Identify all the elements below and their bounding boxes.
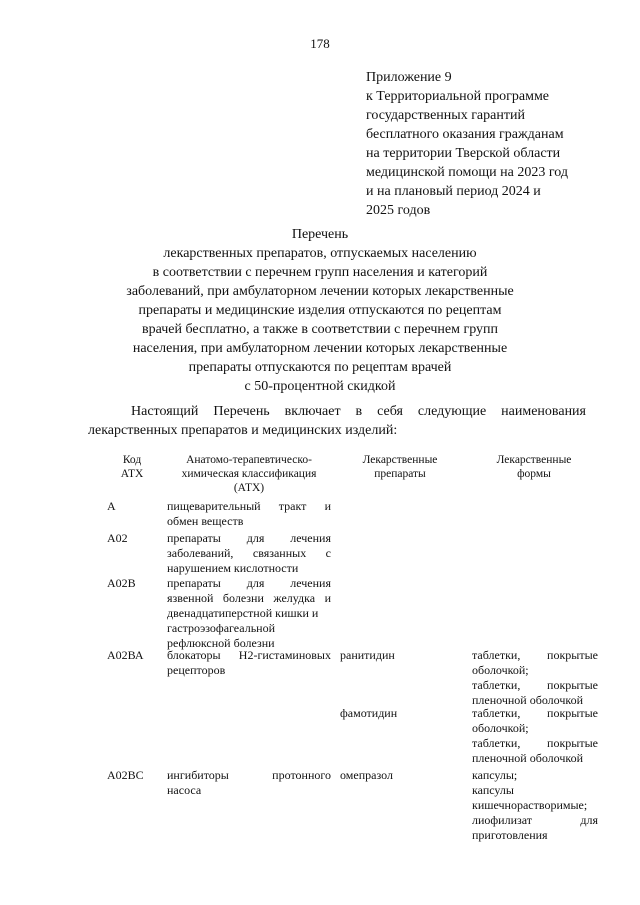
title-line: населения, при амбулаторном лечении которых лекарственные [132, 341, 508, 356]
appendix-line: 2025 годов [366, 203, 431, 218]
atc-line: двенадцатиперстной кишки и [167, 606, 319, 620]
drug-name: ранитидин [340, 648, 395, 662]
atc-description [167, 499, 331, 529]
atc-code: А02В [107, 576, 136, 590]
intro-line: Настоящий Перечень включает в себя следующие наименования [131, 404, 586, 419]
atc-line: препараты для лечения [167, 576, 331, 590]
appendix-line: бесплатного оказания гражданам [366, 127, 564, 142]
header-atc [165, 453, 333, 495]
atc-line: блокаторы Н2-гистаминовых [167, 648, 331, 662]
header-line: Лекарственные [362, 454, 438, 466]
header-line: Лекарственные [496, 454, 572, 466]
form-line: таблетки, покрытые [472, 706, 598, 720]
title-line: заболеваний, при амбулаторном лечении которых лекарственные [126, 284, 514, 299]
atc-code: А02 [107, 531, 128, 545]
atc-line: ингибиторы протонного [167, 768, 331, 782]
title-line: лекарственных препаратов, отпускаемых населению [163, 246, 477, 261]
header-line: химическая классификация [181, 468, 317, 480]
atc-line: нарушением кислотности [167, 561, 299, 575]
form-line: капсулы; [472, 768, 518, 782]
form-line: оболочкой; [472, 721, 529, 735]
title-line: Перечень [291, 227, 349, 242]
atc-code: А02ВА [107, 648, 144, 662]
form-line: оболочкой; [472, 663, 529, 677]
form-line: таблетки, покрытые [472, 678, 598, 692]
atc-line: рефлюксной болезни [167, 636, 275, 650]
atc-description [167, 576, 331, 651]
atc-description [167, 531, 331, 576]
atc-line: насоса [167, 783, 202, 797]
drug-name: омепразол [340, 768, 393, 782]
header-line: Анатомо-терапевтическо- [186, 454, 312, 466]
header-code [96, 453, 168, 481]
form-line: лиофилизат для [472, 813, 598, 827]
atc-line: заболеваний, связанных с [167, 546, 331, 560]
intro-paragraph [88, 402, 586, 440]
appendix-line: и на плановый период 2024 и [366, 184, 541, 199]
header-form [470, 453, 598, 481]
page-number: 178 [310, 36, 330, 51]
appendix-line: медицинской помощи на 2023 год [366, 165, 568, 180]
form-line: таблетки, покрытые [472, 736, 598, 750]
form-line: приготовления [472, 828, 548, 842]
atc-code: А [107, 499, 116, 513]
title-line: препараты и медицинские изделия отпускаются по рецептам [138, 303, 502, 318]
atc-line: язвенной болезни желудка и [167, 591, 331, 605]
atc-line: обмен веществ [167, 514, 244, 528]
drug-name: фамотидин [340, 706, 398, 720]
appendix-line: к Территориальной программе [366, 89, 550, 104]
atc-description [167, 648, 331, 678]
dosage-form [472, 768, 598, 843]
title-line: врачей бесплатно, а также в соответствии с перечнем групп [141, 322, 499, 337]
title-line: в соответствии с перечнем групп населения и категорий [152, 265, 488, 280]
appendix-line: Приложение 9 [366, 70, 452, 85]
title-line: препараты отпускаются по рецептам врачей [188, 360, 452, 375]
appendix-line: государственных гарантий [366, 108, 525, 123]
intro-line: лекарственных препаратов и медицинских изделий: [88, 423, 398, 438]
form-line: капсулы [472, 783, 514, 797]
header-line: препараты [374, 468, 426, 480]
header-line: формы [517, 468, 551, 480]
atc-line: препараты для лечения [167, 531, 331, 545]
title-line: с 50-процентной скидкой [244, 379, 396, 394]
form-line: таблетки, покрытые [472, 648, 598, 662]
atc-description [167, 768, 331, 798]
form-line: кишечнорастворимые; [472, 798, 588, 812]
appendix-header [366, 68, 606, 220]
atc-line: гастроэзофагеальной [167, 621, 276, 635]
form-line: пленочной оболочкой [472, 693, 584, 707]
atc-code: А02ВС [107, 768, 144, 782]
form-line: пленочной оболочкой [472, 751, 584, 765]
dosage-form [472, 648, 598, 708]
header-line: (АТХ) [233, 482, 265, 494]
atc-line: пищеварительный тракт и [167, 499, 331, 513]
atc-line: рецепторов [167, 663, 226, 677]
header-drug [340, 453, 460, 481]
header-line: Код [122, 454, 142, 466]
appendix-line: на территории Тверской области [366, 146, 561, 161]
header-line: АТХ [120, 468, 144, 480]
dosage-form [472, 706, 598, 766]
document-title [80, 225, 560, 396]
